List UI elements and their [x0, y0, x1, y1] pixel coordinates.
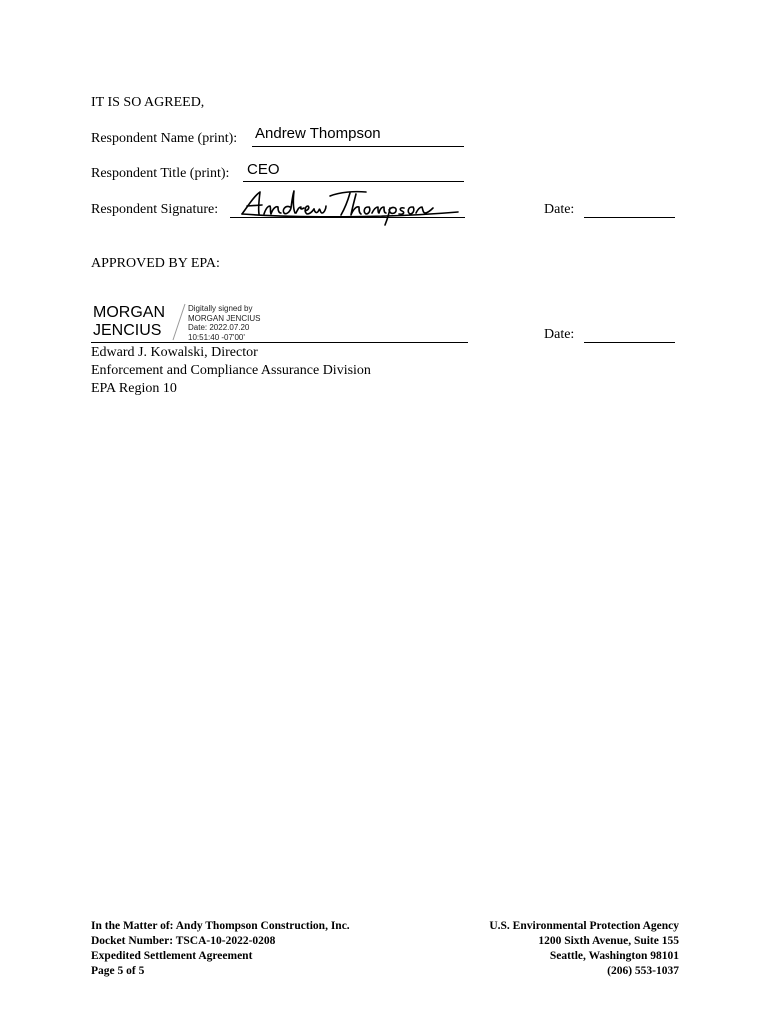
respondent-date-line[interactable] — [584, 217, 675, 218]
agreed-heading: IT IS SO AGREED, — [91, 95, 205, 110]
footer-matter: In the Matter of: Andy Thompson Construction, Inc. — [91, 920, 350, 932]
respondent-name-label: Respondent Name (print): — [91, 131, 238, 146]
digital-signature-name-last: JENCIUS — [93, 322, 162, 339]
respondent-date-label: Date: — [544, 202, 575, 217]
footer-docket: Docket Number: TSCA-10-2022-0208 — [91, 935, 276, 947]
footer-street: 1200 Sixth Avenue, Suite 155 — [538, 935, 679, 947]
epa-date-label: Date: — [544, 327, 575, 342]
digital-signature-detail-2: MORGAN JENCIUS — [188, 313, 261, 323]
digital-signature-divider-icon — [169, 302, 189, 342]
epa-signatory-name: Edward J. Kowalski, Director — [91, 345, 258, 360]
digital-signature-detail-1: Digitally signed by — [188, 304, 253, 313]
digital-signature-detail-4: 10:51:40 -07'00' — [188, 332, 245, 342]
footer-left — [91, 919, 350, 979]
respondent-title-value[interactable]: CEO — [247, 161, 280, 178]
footer-agency: U.S. Environmental Protection Agency — [489, 920, 679, 932]
handwritten-signature — [238, 188, 464, 228]
footer-phone: (206) 553-1037 — [607, 965, 679, 977]
digital-signature-detail-3: Date: 2022.07.20 — [188, 323, 250, 332]
respondent-name-line — [252, 146, 464, 147]
respondent-title-line — [243, 181, 464, 182]
footer-page-number: Page 5 of 5 — [91, 965, 145, 977]
footer-city: Seattle, Washington 98101 — [549, 950, 679, 962]
epa-region: EPA Region 10 — [91, 381, 177, 396]
epa-signature-line — [91, 342, 468, 343]
digital-signature-block — [91, 300, 291, 344]
footer-document-type: Expedited Settlement Agreement — [91, 950, 253, 962]
digital-signature-name-first: MORGAN — [93, 304, 165, 321]
approved-heading: APPROVED BY EPA: — [91, 256, 220, 271]
footer-right — [489, 919, 679, 979]
respondent-signature-label: Respondent Signature: — [91, 202, 219, 217]
epa-date-line[interactable] — [584, 342, 675, 343]
respondent-name-value[interactable]: Andrew Thompson — [255, 125, 381, 142]
respondent-title-label: Respondent Title (print): — [91, 166, 230, 181]
epa-division: Enforcement and Compliance Assurance Division — [91, 363, 371, 378]
